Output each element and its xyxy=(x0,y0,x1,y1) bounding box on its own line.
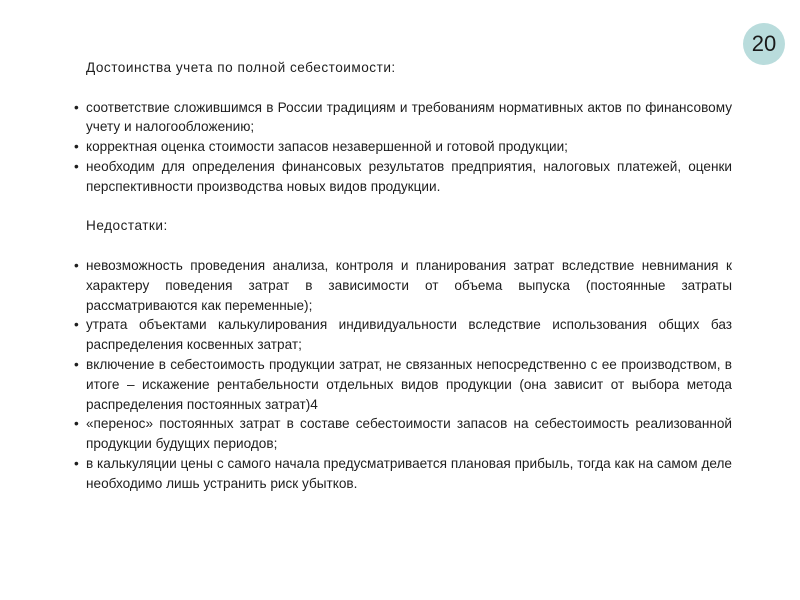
advantage-item: • корректная оценка стоимости запасов незавершенной и готовой продукции; xyxy=(80,137,732,157)
disadvantages-heading: Недостатки: xyxy=(86,218,168,234)
slide-content xyxy=(80,58,732,494)
advantages-heading: Достоинства учета по полной себестоимости: xyxy=(86,60,396,75)
spacer xyxy=(80,78,732,98)
advantage-item: • необходим для определения финансовых результатов предприятия, налоговых платежей, оценки перспективности производства новых видов продукции. xyxy=(80,157,732,197)
spacer xyxy=(80,236,732,256)
disadvantage-item: • «перенос» постоянных затрат в составе себестоимости запасов на себестоимость реализованной продукции будущих периодов; xyxy=(80,414,732,454)
disadvantage-item: • включение в себестоимость продукции затрат, не связанных непосредственно с ее производством, в итоге – искажение рентабельности отдельных видов продукции (она зависит от выбора метода распределения постоянных затрат)4 xyxy=(80,355,732,414)
advantage-item: • соответствие сложившимся в России традициям и требованиям нормативных актов по финансовому учету и налогообложению; xyxy=(80,98,732,138)
disadvantage-item: • невозможность проведения анализа, контроля и планирования затрат вследствие невнимания к характеру поведения затрат в зависимости от объема выпуска (постоянные затраты рассматриваются как переменные); xyxy=(80,256,732,315)
disadvantages-list xyxy=(80,256,732,494)
page-number-badge: 20 xyxy=(743,23,785,65)
spacer xyxy=(80,197,732,217)
advantages-list xyxy=(80,98,732,197)
disadvantage-item: • в калькуляции цены с самого начала предусматривается плановая прибыль, тогда как на самом деле необходимо лишь устранить риск убытков. xyxy=(80,454,732,494)
disadvantage-item: • утрата объектами калькулирования индивидуальности вследствие использования общих баз распределения косвенных затрат; xyxy=(80,315,732,355)
